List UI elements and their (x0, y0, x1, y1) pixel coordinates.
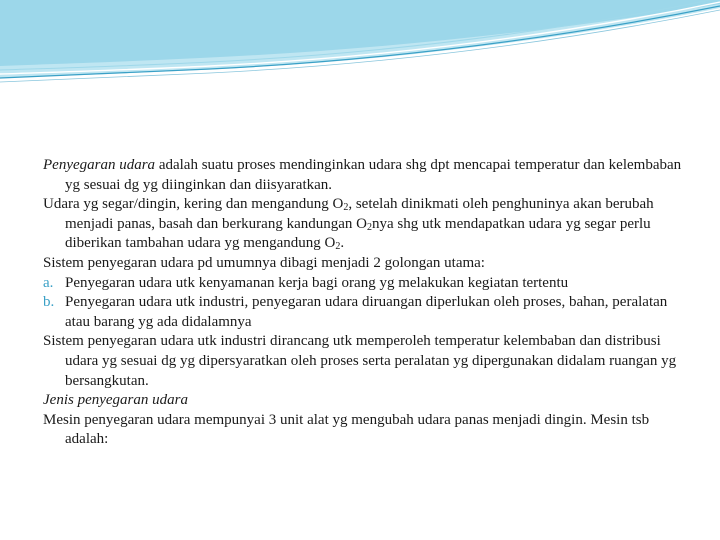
subscript-2: 2 (367, 221, 372, 233)
heading-text: Jenis penyegaran udara (43, 392, 188, 409)
definition-text: adalah suatu proses mendinginkan udara shg dpt mencapai temperatur dan kelembaban yg sesuai dg yg diinginkan dan diisyaratkan. (65, 157, 682, 193)
term-penyegaran-udara: Penyegaran udara (43, 157, 156, 173)
paragraph-machine-units: Mesin penyegaran udara mempunyai 3 unit alat yg mengubah udara panas menjadi dingin. Mesin tsb adalah: (43, 411, 650, 448)
list-item (43, 293, 693, 332)
fresh-air-text-2: , setelah dinikmati oleh penghuninya akan berubah menjadi panas, basah dan berkurang kandungan O (65, 196, 654, 232)
paragraph-industrial-system: Sistem penyegaran udara utk industri dirancang utk memperoleh temperatur kelembaban dan distribusi udara yg sesuai dg yg dipersyaratkan oleh proses serta peralatan yg dipergunakan didalam ruangan yg bersangkutan. (43, 333, 677, 389)
fresh-air-text-1: Udara yg segar/dingin, kering dan mengandung O (43, 196, 344, 213)
list-item (43, 274, 693, 294)
header-wave-decoration (0, 0, 720, 90)
list-marker-a: a. (43, 274, 54, 291)
section-heading-jenis (43, 391, 693, 411)
subscript-2: 2 (335, 241, 341, 253)
list-item-text: Penyegaran udara utk kenyamanan kerja bagi orang yg melakukan kegiatan tertentu (65, 274, 569, 291)
slide-body-text (43, 156, 693, 450)
list-marker-b: b. (43, 294, 55, 311)
fresh-air-text-4: . (340, 235, 345, 252)
list-item-text: Penyegaran udara utk industri, penyegaran udara diruangan diperlukan oleh proses, bahan, peralatan atau barang yg ada didalamnya (65, 294, 668, 330)
paragraph-classification: Sistem penyegaran udara pd umumnya dibagi menjadi 2 golongan utama: (43, 254, 485, 271)
subscript-2: 2 (343, 202, 349, 214)
fresh-air-text-3: nya shg utk mendapatkan udara yg segar perlu diberikan tambahan udara yg mengandung O (65, 215, 651, 252)
paragraph-definition (43, 156, 693, 195)
paragraph-fresh-air (43, 195, 693, 254)
